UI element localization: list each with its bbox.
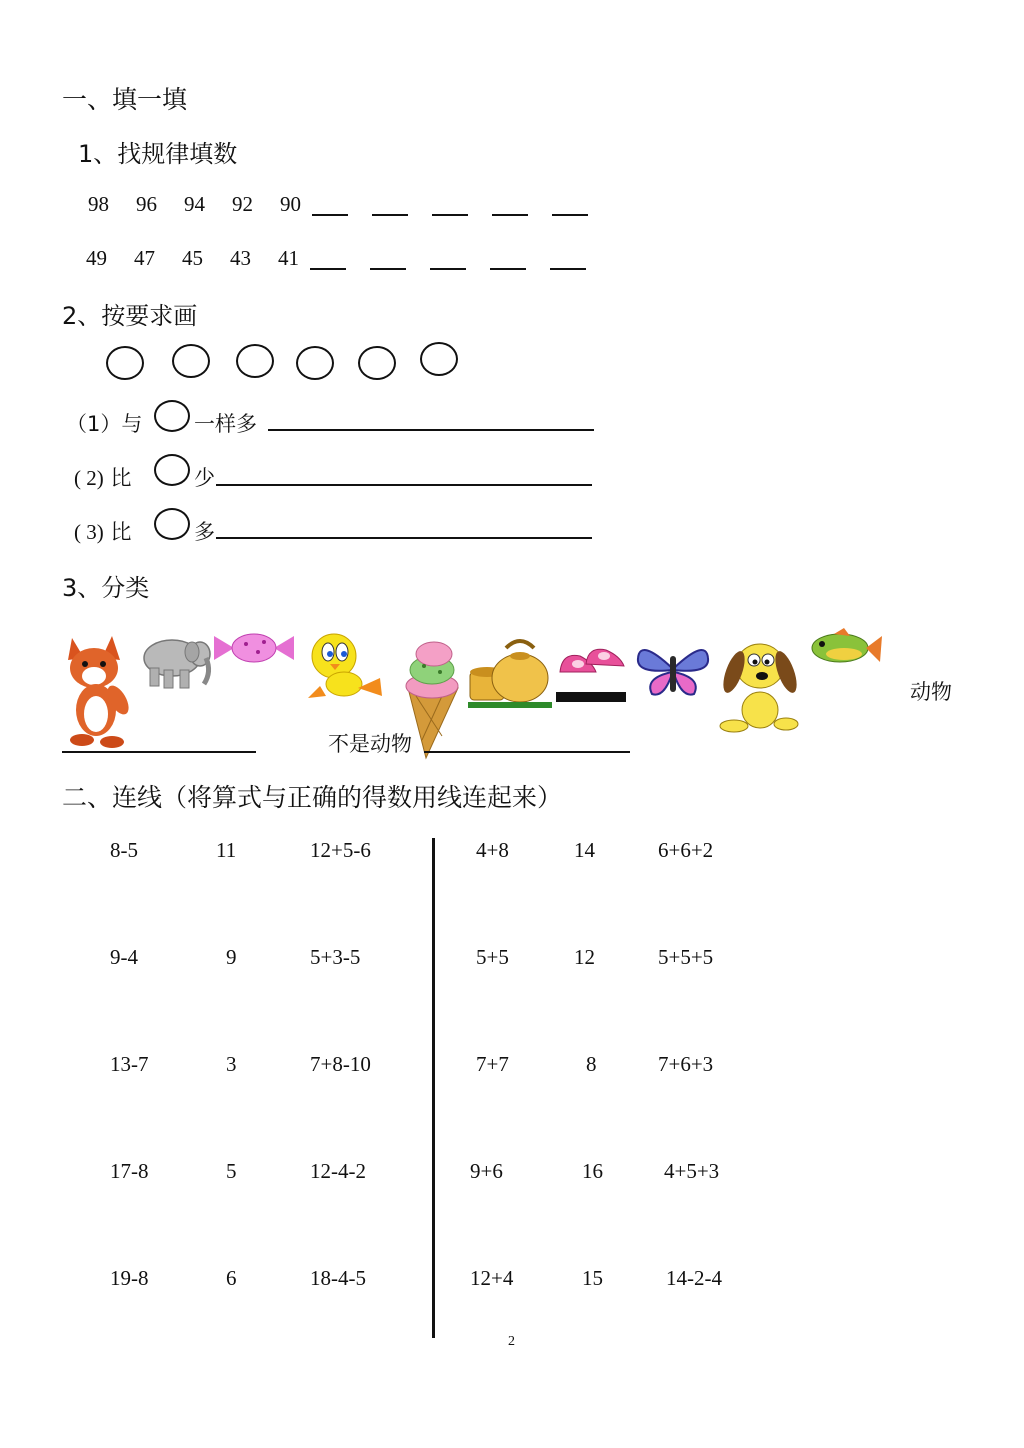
blank[interactable] [490,268,526,270]
shoes-icon [556,642,628,704]
expr-right[interactable]: 7+7 [476,1052,509,1076]
blank[interactable] [372,214,408,216]
seq1-num: 94 [184,192,205,216]
item-num: ( 3) [74,520,104,544]
blank[interactable] [492,214,528,216]
expr-right-b[interactable]: 14-2-4 [666,1266,722,1290]
answer-right[interactable]: 12 [574,945,595,969]
fish-icon [804,626,882,672]
dog-icon [716,636,802,736]
expr-right[interactable]: 5+5 [476,945,509,969]
label-animal: 动物 [910,680,952,704]
circle-shape [172,344,210,378]
answer-line-animal[interactable] [62,751,256,753]
divider-line [432,838,435,1338]
blank[interactable] [370,268,406,270]
answer-left[interactable]: 5 [226,1159,237,1183]
circle-shape [154,400,190,432]
seq1-num: 98 [88,192,109,216]
answer-right[interactable]: 14 [574,838,595,862]
expr-left-b[interactable]: 7+8-10 [310,1052,371,1076]
circle-shape [154,454,190,486]
q2-item-3 [74,516,131,546]
blank[interactable] [312,214,348,216]
answer-right[interactable]: 16 [582,1159,603,1183]
label-not-animal: 不是动物 [328,732,412,756]
blank[interactable] [550,268,586,270]
answer-left[interactable]: 9 [226,945,237,969]
answer-line[interactable] [216,484,592,486]
circle-shape [106,346,144,380]
q3-title: 3、分类 [62,574,150,602]
sequence-row-2 [86,246,304,271]
teapot-icon [468,630,552,710]
answer-right[interactable]: 8 [586,1052,597,1076]
expr-left[interactable]: 8-5 [110,838,138,862]
section2-title: 二、连线（将算式与正确的得数用线连起来） [62,783,563,812]
blank[interactable] [432,214,468,216]
butterfly-icon [634,638,712,700]
expr-left-b[interactable]: 12-4-2 [310,1159,366,1183]
blank[interactable] [310,268,346,270]
candy-icon [212,630,296,666]
answer-line[interactable] [216,537,592,539]
seq2-num: 49 [86,246,107,270]
circle-shape [236,344,274,378]
answer-left[interactable]: 11 [216,838,237,862]
circle-shape [296,346,334,380]
q2-title: 2、按要求画 [62,302,198,330]
blank[interactable] [552,214,588,216]
q1-title: 1、找规律填数 [78,140,238,168]
item-after: 一样多 [194,412,257,436]
seq2-num: 45 [182,246,203,270]
answer-line[interactable] [268,429,594,431]
expr-right[interactable]: 12+4 [470,1266,514,1290]
expr-left[interactable]: 17-8 [110,1159,149,1183]
circle-shape [358,346,396,380]
item-num: ( 2) [74,466,104,490]
blank[interactable] [430,268,466,270]
q2-item-2 [74,462,131,492]
answer-left[interactable]: 3 [226,1052,237,1076]
section1-title: 一、填一填 [62,85,188,114]
seq2-num: 47 [134,246,155,270]
sequence-row-1 [88,192,306,217]
fox-icon [62,630,138,750]
expr-left-b[interactable]: 12+5-6 [310,838,371,862]
item-num: （1） [66,412,122,436]
seq2-num: 41 [278,246,299,270]
seq2-num: 43 [230,246,251,270]
elephant-icon [136,632,212,690]
seq1-num: 90 [280,192,301,216]
expr-right-b[interactable]: 6+6+2 [658,838,714,862]
item-after: 多 [194,520,215,544]
expr-right[interactable]: 4+8 [476,838,509,862]
item-before: 与 [121,412,143,436]
bird-icon [300,628,388,704]
expr-right-b[interactable]: 5+5+5 [658,945,714,969]
item-before: 比 [110,466,132,490]
circle-shape [154,508,190,540]
page-number: 2 [508,1334,515,1349]
answer-line-not-animal[interactable] [424,751,630,753]
q2-item-1 [66,408,142,438]
item-before: 比 [110,520,132,544]
expr-left-b[interactable]: 18-4-5 [310,1266,366,1290]
circle-shape [420,342,458,376]
seq1-num: 92 [232,192,253,216]
expr-right-b[interactable]: 7+6+3 [658,1052,714,1076]
expr-left[interactable]: 19-8 [110,1266,149,1290]
expr-right-b[interactable]: 4+5+3 [664,1159,720,1183]
answer-right[interactable]: 15 [582,1266,603,1290]
expr-left[interactable]: 9-4 [110,945,138,969]
answer-left[interactable]: 6 [226,1266,237,1290]
expr-left[interactable]: 13-7 [110,1052,149,1076]
expr-right[interactable]: 9+6 [470,1159,503,1183]
item-after: 少 [194,466,215,490]
expr-left-b[interactable]: 5+3-5 [310,945,361,969]
seq1-num: 96 [136,192,157,216]
